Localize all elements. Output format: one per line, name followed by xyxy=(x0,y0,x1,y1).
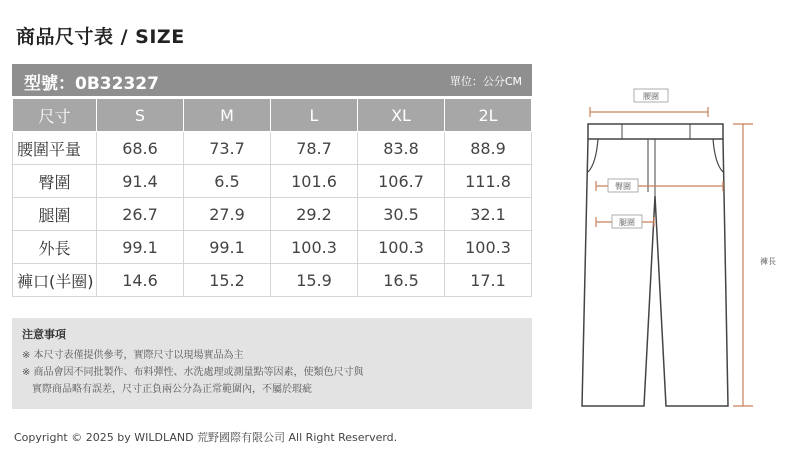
size-header: M xyxy=(184,99,271,132)
table-cell: 68.6 xyxy=(97,132,184,165)
pants-outline-icon xyxy=(582,124,728,406)
table-cell: 83.8 xyxy=(358,132,445,165)
table-cell: 14.6 xyxy=(97,264,184,297)
size-header: L xyxy=(271,99,358,132)
table-cell: 30.5 xyxy=(358,198,445,231)
table-cell: 15.2 xyxy=(184,264,271,297)
table-row xyxy=(13,231,532,264)
table-cell: 27.9 xyxy=(184,198,271,231)
unit-label: 單位：公分CM xyxy=(449,75,522,88)
thigh-label: 腿圍 xyxy=(619,218,635,227)
row-label: 腰圍平量 xyxy=(13,132,97,165)
table-cell: 101.6 xyxy=(271,165,358,198)
table-cell: 100.3 xyxy=(358,231,445,264)
notes-title: 注意事項 xyxy=(22,328,66,341)
table-cell: 99.1 xyxy=(184,231,271,264)
table-header-row xyxy=(13,99,532,132)
pants-measurement-diagram xyxy=(560,84,800,414)
table-cell: 17.1 xyxy=(445,264,532,297)
page-title: 商品尺寸表 / SIZE xyxy=(16,26,185,48)
hip-label: 臀圍 xyxy=(615,182,631,191)
table-cell: 106.7 xyxy=(358,165,445,198)
table-cell: 29.2 xyxy=(271,198,358,231)
table-cell: 100.3 xyxy=(271,231,358,264)
table-row xyxy=(13,132,532,165)
size-header: S xyxy=(97,99,184,132)
note-line: ※ 本尺寸表僅提供參考，實際尺寸以現場實品為主 xyxy=(22,350,244,361)
header-size-label: 尺寸 xyxy=(13,99,97,132)
waist-label: 腰圍 xyxy=(643,92,659,101)
row-label: 褲口(半圈) xyxy=(13,264,97,297)
length-label: 褲長 xyxy=(760,257,776,266)
model-number: 型號：0B32327 xyxy=(24,74,159,94)
row-label: 臀圍 xyxy=(13,165,97,198)
size-header: 2L xyxy=(445,99,532,132)
table-cell: 78.7 xyxy=(271,132,358,165)
table-cell: 100.3 xyxy=(445,231,532,264)
table-cell: 88.9 xyxy=(445,132,532,165)
table-cell: 32.1 xyxy=(445,198,532,231)
copyright-text: Copyright © 2025 by WILDLAND 荒野國際有限公司 All Right Reserverd. xyxy=(14,431,398,444)
notes-box xyxy=(12,318,532,409)
measure-arrows xyxy=(590,107,753,406)
table-cell: 6.5 xyxy=(184,165,271,198)
note-line: ※ 商品會因不同批製作、布料彈性、水洗處理或測量點等因素，使類色尺寸與 xyxy=(22,367,364,378)
table-row xyxy=(13,165,532,198)
row-label: 腿圍 xyxy=(13,198,97,231)
table-row xyxy=(13,198,532,231)
table-cell: 16.5 xyxy=(358,264,445,297)
table-cell: 111.8 xyxy=(445,165,532,198)
size-table xyxy=(12,98,532,297)
table-row xyxy=(13,264,532,297)
row-label: 外長 xyxy=(13,231,97,264)
note-line: 實際商品略有誤差，尺寸正負兩公分為正常範圍內，不屬於瑕疵 xyxy=(32,384,312,395)
table-cell: 91.4 xyxy=(97,165,184,198)
table-cell: 15.9 xyxy=(271,264,358,297)
model-header-bar xyxy=(12,64,532,96)
table-cell: 99.1 xyxy=(97,231,184,264)
size-header: XL xyxy=(358,99,445,132)
table-cell: 26.7 xyxy=(97,198,184,231)
table-cell: 73.7 xyxy=(184,132,271,165)
